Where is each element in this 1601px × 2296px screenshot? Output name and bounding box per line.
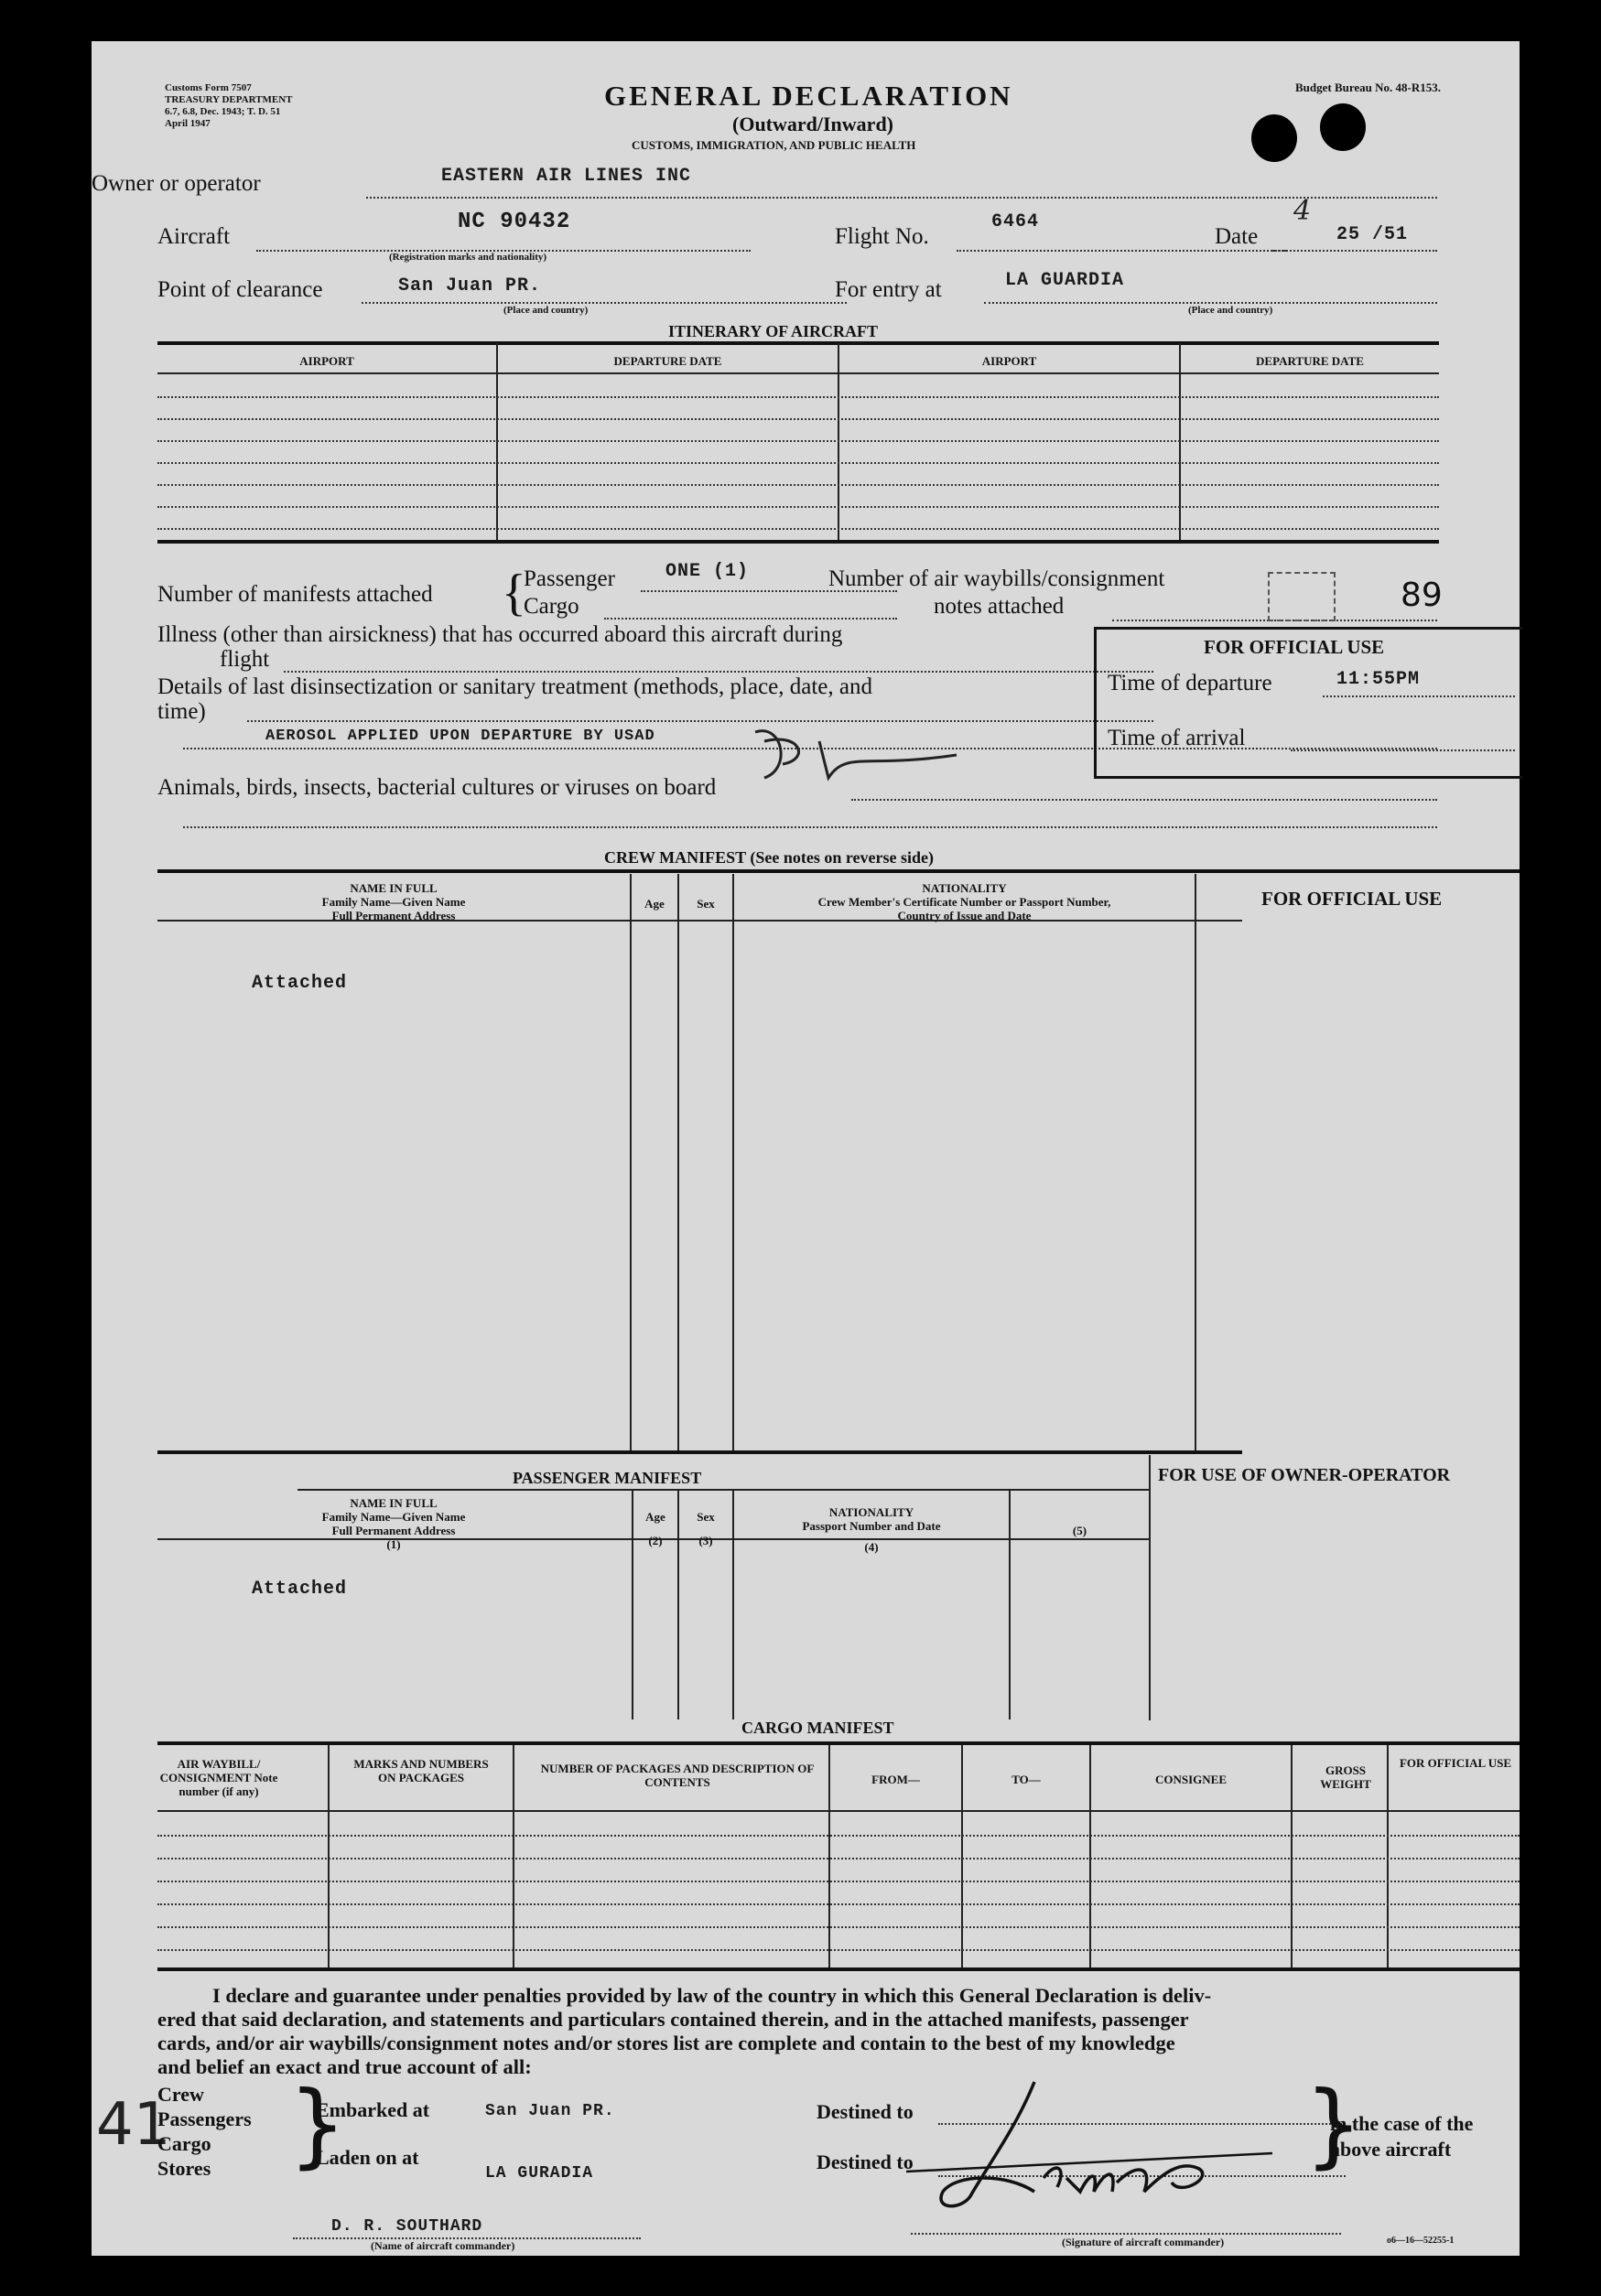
date-line (1272, 250, 1437, 252)
destined-label-1: Destined to (817, 2100, 914, 2123)
cargo-col-marks: MARKS AND NUMBERS ON PACKAGES (353, 1757, 489, 1784)
owner-operator-use: FOR USE OF OWNER-OPERATOR (1158, 1465, 1451, 1485)
cargo-row-5 (157, 1926, 1520, 1928)
form-title: GENERAL DECLARATION (604, 80, 1013, 112)
itinerary-row-3 (157, 440, 1439, 442)
animals-label: Animals, birds, insects, bacterial cultures or viruses on board (157, 775, 717, 800)
declaration-items: Crew Passengers Cargo Stores (157, 2083, 252, 2180)
waybills-label-1: Number of air waybills/consignment (828, 566, 1165, 591)
entry-value[interactable]: LA GUARDIA (1005, 270, 1125, 291)
aircraft-label: Aircraft (157, 224, 231, 249)
arrival-time-line (1291, 749, 1515, 751)
passenger-manifest-title: PASSENGER MANIFEST (513, 1469, 702, 1487)
passenger-col-age: Age (2) (645, 1510, 665, 1547)
date-label: Date (1215, 224, 1259, 249)
cargo-col-to: TO— (1011, 1773, 1041, 1786)
passenger-section-divider (1149, 1455, 1151, 1720)
itinerary-header-rule (157, 372, 1439, 374)
laden-value[interactable]: LA GURADIA (485, 2164, 594, 2183)
commander-signature (906, 2073, 1291, 2228)
itinerary-top-rule (157, 341, 1439, 345)
official-use-title: FOR OFFICIAL USE (1204, 636, 1385, 658)
punch-hole-1 (1251, 114, 1297, 162)
declaration-form-sheet (92, 41, 1520, 2256)
commander-caption: (Name of aircraft commander) (371, 2239, 515, 2252)
cargo-line (604, 618, 897, 620)
crew-manifest-title: CREW MANIFEST (See notes on reverse side) (604, 848, 934, 867)
print-code: o6—16—52255-1 (1387, 2236, 1455, 2246)
owner-line (366, 197, 1437, 199)
cargo-col-rule-6 (1291, 1745, 1293, 1967)
entry-caption: (Place and country) (1188, 305, 1273, 316)
cargo-top-rule (157, 1741, 1520, 1745)
disinsect-label-2: time) (157, 699, 206, 724)
itinerary-col-airport-2: AIRPORT (981, 354, 1037, 368)
waybills-label-2: notes attached (934, 594, 1065, 619)
date-mark: 4 (1293, 195, 1312, 227)
itinerary-row-6 (157, 506, 1439, 508)
crew-col-name: NAME IN FULL Family Name—Given Name Full Permanent Address (321, 881, 466, 922)
date-value[interactable]: 25 /51 (1336, 224, 1409, 245)
cargo-col-rule-1 (328, 1745, 330, 1967)
clearance-label: Point of clearance (157, 277, 323, 302)
waybills-stamp (1268, 572, 1336, 621)
cargo-row-6 (157, 1949, 1520, 1951)
form-number: Customs Form 7507 TREASURY DEPARTMENT 6.7, 6.8, Dec. 1943; T. D. 51 April 1947 (165, 82, 293, 129)
laden-label: Laden on at (316, 2146, 419, 2169)
crew-col-age: Age (644, 897, 665, 911)
animals-line-1 (851, 799, 1437, 801)
clearance-caption: (Place and country) (503, 305, 589, 316)
owner-label: Owner or operator (92, 171, 261, 196)
disinsect-value[interactable]: AEROSOL APPLIED UPON DEPARTURE BY USAD (265, 728, 655, 745)
disinsect-label-1: Details of last disinsectization or sanitary treatment (methods, place, date, and (157, 674, 872, 699)
crew-col-rule-1 (630, 874, 632, 1450)
crew-entry[interactable]: Attached (252, 973, 348, 994)
punch-hole-2 (1320, 103, 1366, 151)
passenger-col-5: (5) (1072, 1524, 1087, 1537)
cargo-col-packages: NUMBER OF PACKAGES AND DESCRIPTION OF CONTENTS (540, 1762, 815, 1789)
crew-col-rule-4 (1195, 874, 1196, 1450)
cargo-header-rule (157, 1810, 1520, 1812)
inspector-initials (728, 714, 966, 787)
passenger-col-name: NAME IN FULL Family Name—Given Name Full Permanent Address (1) (321, 1496, 466, 1551)
manifests-number-label: Number of manifests attached (157, 582, 433, 607)
manifests-brace: { (502, 565, 526, 621)
cargo-col-rule-2 (513, 1745, 514, 1967)
itinerary-col-airport-1: AIRPORT (299, 354, 354, 368)
illness-label-1: Illness (other than airsickness) that has occurred aboard this aircraft during (157, 622, 843, 647)
itinerary-row-2 (157, 418, 1439, 420)
form-agencies: CUSTOMS, IMMIGRATION, AND PUBLIC HEALTH (632, 138, 916, 152)
illness-label-2: flight (220, 647, 270, 672)
itinerary-title: ITINERARY OF AIRCRAFT (668, 322, 879, 340)
commander-name[interactable]: D. R. SOUTHARD (331, 2217, 483, 2236)
destined-label-2: Destined to (817, 2150, 914, 2173)
aircraft-case-text: in the case of the above aircraft (1330, 2112, 1474, 2161)
departure-time-label: Time of departure (1108, 671, 1272, 695)
cargo-col-consignee: CONSIGNEE (1154, 1773, 1228, 1786)
embarked-value[interactable]: San Juan PR. (485, 2102, 615, 2120)
disinsect-line-1 (247, 720, 1153, 722)
signature-caption: (Signature of aircraft commander) (1062, 2236, 1225, 2248)
itinerary-col-departure-2: DEPARTURE DATE (1256, 354, 1364, 368)
cargo-row-1 (157, 1835, 1520, 1837)
departure-time-value[interactable]: 11:55PM (1336, 669, 1421, 690)
itinerary-row-5 (157, 484, 1439, 486)
budget-bureau: Budget Bureau No. 48-R153. (1295, 81, 1442, 94)
itinerary-col-departure-1: DEPARTURE DATE (613, 354, 722, 368)
flight-label: Flight No. (835, 224, 929, 249)
itinerary-row-7 (157, 528, 1439, 530)
passenger-label: Passenger (524, 566, 615, 591)
declaration-text: I declare and guarantee under penalties provided by law of the country in which this General Declaration is deliv- ered that said declaration, and statements and particulars contained therein, and in the attached manifests, passenger cards, and/or air waybills/consignment notes and/or stores list are complete and contain to the best of my knowledge and belief an exact and true account of all: (157, 1984, 1212, 2078)
cargo-col-waybill: AIR WAYBILL/ CONSIGNMENT Note number (if any) (159, 1757, 278, 1798)
flight-value[interactable]: 6464 (991, 211, 1040, 232)
waybills-value[interactable]: 89 (1401, 577, 1443, 614)
illness-line (284, 671, 1153, 673)
crew-bottom-rule (157, 1450, 1242, 1454)
cargo-col-from: FROM— (871, 1773, 920, 1786)
destination-brace: } (1304, 2071, 1363, 2178)
cargo-label: Cargo (524, 594, 579, 619)
form-subtitle: (Outward/Inward) (732, 113, 894, 135)
cargo-col-official: FOR OFFICIAL USE (1399, 1756, 1512, 1770)
crew-official-use: FOR OFFICIAL USE (1261, 888, 1443, 910)
itinerary-row-4 (157, 462, 1439, 464)
flight-line (957, 250, 1286, 252)
owner-value[interactable]: EASTERN AIR LINES INC (441, 166, 692, 187)
entry-label: For entry at (835, 277, 942, 302)
crew-top-rule (157, 869, 1520, 873)
passenger-value[interactable]: ONE (1) (665, 561, 750, 582)
entry-line (984, 302, 1437, 304)
cargo-row-2 (157, 1858, 1520, 1859)
cargo-bottom-rule (157, 1967, 1520, 1971)
aircraft-caption: (Registration marks and nationality) (389, 252, 547, 263)
animals-line-2 (183, 826, 1437, 828)
aircraft-value[interactable]: NC 90432 (458, 210, 571, 234)
itinerary-bottom-rule (157, 540, 1439, 544)
itinerary-row-1 (157, 396, 1439, 398)
cargo-row-4 (157, 1903, 1520, 1905)
cargo-col-rule-7 (1387, 1745, 1389, 1967)
crew-col-rule-2 (677, 874, 679, 1450)
clearance-line (362, 302, 847, 304)
declaration-count-mark: 41 (96, 2091, 171, 2159)
passenger-col-sex: Sex (3) (697, 1510, 715, 1547)
departure-time-line (1323, 695, 1515, 697)
signature-line (911, 2233, 1341, 2235)
cargo-col-weight: GROSS WEIGHT (1320, 1763, 1371, 1791)
clearance-value[interactable]: San Juan PR. (398, 275, 542, 296)
crew-col-nationality: NATIONALITY Crew Member's Certificate Number or Passport Number, Country of Issue and Date (817, 881, 1111, 922)
crew-col-rule-3 (732, 874, 734, 1450)
passenger-entry[interactable]: Attached (252, 1579, 348, 1600)
declaration-items-brace: } (288, 2071, 347, 2178)
cargo-row-3 (157, 1881, 1520, 1882)
embarked-label: Embarked at (316, 2098, 430, 2121)
passenger-col-nationality: NATIONALITY Passport Number and Date (4) (802, 1505, 941, 1554)
passenger-top-rule (297, 1489, 1149, 1491)
crew-col-sex: Sex (697, 897, 715, 911)
cargo-manifest-title: CARGO MANIFEST (741, 1719, 894, 1737)
arrival-time-label: Time of arrival (1108, 726, 1246, 750)
